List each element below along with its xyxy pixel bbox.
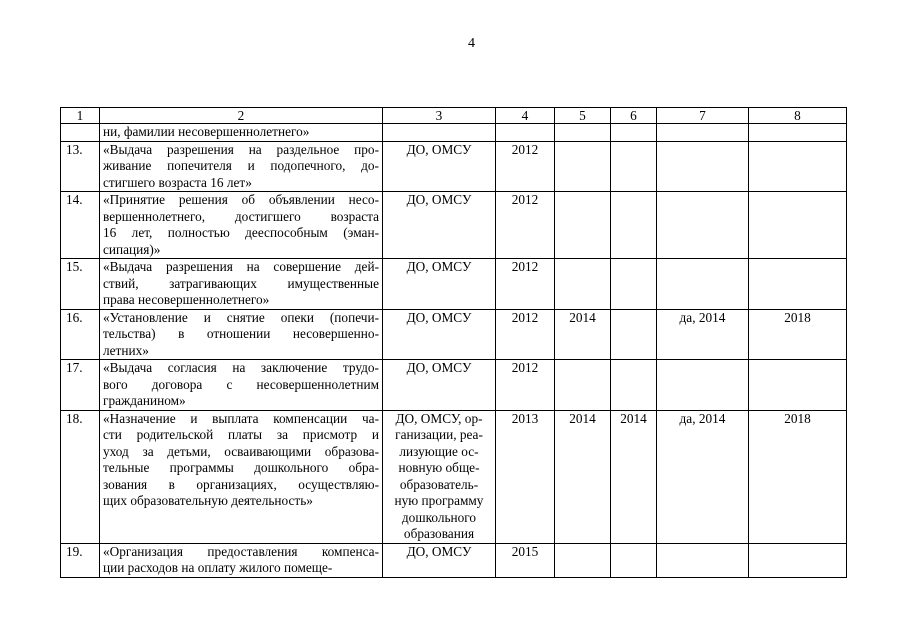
performer-line: ДО, ОМСУ <box>406 543 472 559</box>
service-name-line: сипация)» <box>103 241 161 257</box>
table-row <box>61 410 847 543</box>
service-name-line: гражданином» <box>103 393 186 408</box>
year-col8-cell: 2018 <box>749 410 847 543</box>
performer-line: ную программу <box>394 493 484 508</box>
year-col5-cell <box>555 141 611 192</box>
header-row <box>61 108 847 124</box>
status-col7-cell <box>657 259 749 310</box>
year-col5-cell <box>555 259 611 310</box>
status-col7-cell <box>657 124 749 142</box>
year-col4-cell: 2013 <box>496 410 555 543</box>
service-name-line: сти родительской платы за присмотр и <box>103 427 379 442</box>
status-col7-cell: да, 2014 <box>657 309 749 360</box>
service-name-cell <box>100 124 383 142</box>
status-col7-cell <box>657 192 749 259</box>
service-name-line: стигшего возраста 16 лет» <box>103 174 252 190</box>
row-number-cell: 15. <box>61 259 100 310</box>
year-col5-cell: 2014 <box>555 309 611 360</box>
header-cell: 4 <box>496 108 555 124</box>
table-row <box>61 259 847 310</box>
row-number-cell: 19. <box>61 543 100 577</box>
year-col6-cell <box>611 259 657 310</box>
year-col8-cell: 2018 <box>749 309 847 360</box>
service-name-line: тельства) в отношении несовершенно- <box>103 326 379 341</box>
performer-cell <box>383 259 496 310</box>
service-name-line: летних» <box>103 342 149 358</box>
performer-cell <box>383 543 496 577</box>
header-cell: 6 <box>611 108 657 124</box>
service-name-line: живание попечителя и подопечного, до- <box>103 158 379 173</box>
header-cell: 2 <box>100 108 383 124</box>
row-number-cell: 17. <box>61 360 100 411</box>
year-col6-cell <box>611 360 657 411</box>
year-col4-cell <box>496 124 555 142</box>
header-cell: 3 <box>383 108 496 124</box>
year-col8-cell <box>749 192 847 259</box>
service-name-cell <box>100 543 383 577</box>
year-col8-cell <box>749 543 847 577</box>
performer-line: новную обще- <box>398 460 480 475</box>
year-col4-cell: 2012 <box>496 259 555 310</box>
performer-line: ДО, ОМСУ <box>406 309 472 325</box>
status-col7-cell <box>657 141 749 192</box>
performer-line: образователь- <box>399 476 479 492</box>
service-name-cell <box>100 410 383 543</box>
service-name-line: «Организация предоставления компенса- <box>103 543 379 559</box>
year-col8-cell <box>749 124 847 142</box>
performer-line: лизующие ос- <box>399 443 479 459</box>
header-cell: 1 <box>61 108 100 124</box>
performer-line: ДО, ОМСУ <box>406 192 472 207</box>
service-name-line: права несовершеннолетнего» <box>103 292 270 307</box>
service-name-line: «Принятие решения об объявлении несо- <box>103 192 379 207</box>
year-col4-cell: 2012 <box>496 192 555 259</box>
year-col6-cell <box>611 124 657 142</box>
year-col4-cell: 2012 <box>496 360 555 411</box>
performer-cell <box>383 360 496 411</box>
service-name-line: «Выдача разрешения на раздельное про- <box>103 141 379 157</box>
table-row <box>61 141 847 192</box>
performer-line: дошкольного <box>401 509 477 525</box>
performer-cell <box>383 309 496 360</box>
row-number-cell: 14. <box>61 192 100 259</box>
year-col6-cell <box>611 309 657 360</box>
header-cell: 5 <box>555 108 611 124</box>
performer-line: ДО, ОМСУ <box>406 141 472 157</box>
service-name-line: ции расходов на оплату жилого помеще- <box>103 560 333 575</box>
year-col5-cell <box>555 192 611 259</box>
performer-cell <box>383 192 496 259</box>
year-col6-cell <box>611 192 657 259</box>
row-number-cell: 18. <box>61 410 100 543</box>
status-col7-cell: да, 2014 <box>657 410 749 543</box>
performer-line: образования <box>403 526 475 541</box>
year-col8-cell <box>749 259 847 310</box>
year-col8-cell <box>749 141 847 192</box>
year-col5-cell <box>555 543 611 577</box>
service-name-line: вершеннолетнего, достигшего возраста <box>103 208 379 224</box>
service-name-line: «Выдача разрешения на совершение дей- <box>103 259 379 274</box>
performer-cell <box>383 124 496 142</box>
performer-cell <box>383 141 496 192</box>
year-col6-cell <box>611 141 657 192</box>
service-name-line: ствий, затрагивающих имущественные <box>103 275 379 291</box>
service-name-line: щих образовательную деятельность» <box>103 493 313 508</box>
table-row <box>61 360 847 411</box>
service-name-line: зования в организациях, осуществляю- <box>103 476 379 492</box>
year-col8-cell <box>749 360 847 411</box>
header-cell: 7 <box>657 108 749 124</box>
service-name-cell <box>100 192 383 259</box>
service-name-cell <box>100 360 383 411</box>
year-col6-cell <box>611 543 657 577</box>
performer-line: ганизации, реа- <box>395 427 483 442</box>
service-name-line: «Выдача согласия на заключение трудо- <box>103 360 379 375</box>
table-row <box>61 543 847 577</box>
service-name-line: «Установление и снятие опеки (попечи- <box>103 309 379 325</box>
status-col7-cell <box>657 543 749 577</box>
performer-line: ДО, ОМСУ <box>406 360 472 375</box>
service-name-cell <box>100 141 383 192</box>
year-col4-cell: 2012 <box>496 141 555 192</box>
service-name-line: «Назначение и выплата компенсации ча- <box>103 410 379 426</box>
header-cell: 8 <box>749 108 847 124</box>
page-number: 4 <box>468 36 475 51</box>
performer-line: ДО, ОМСУ <box>406 259 472 274</box>
year-col6-cell: 2014 <box>611 410 657 543</box>
year-col5-cell <box>555 124 611 142</box>
year-col4-cell: 2015 <box>496 543 555 577</box>
service-name-line: тельные программы дошкольного обра- <box>103 460 379 475</box>
table-row <box>61 309 847 360</box>
performer-cell <box>383 410 496 543</box>
service-name-cell <box>100 259 383 310</box>
year-col5-cell <box>555 360 611 411</box>
services-table <box>60 107 847 578</box>
table-row <box>61 124 847 142</box>
row-number-cell: 13. <box>61 141 100 192</box>
service-name-line: ни, фамилии несовершеннолетнего» <box>103 124 310 139</box>
year-col5-cell: 2014 <box>555 410 611 543</box>
table-body <box>61 108 847 578</box>
service-name-cell <box>100 309 383 360</box>
year-col4-cell: 2012 <box>496 309 555 360</box>
service-name-line: уход за детьми, осваивающими образова- <box>103 443 379 459</box>
table-row <box>61 192 847 259</box>
status-col7-cell <box>657 360 749 411</box>
row-number-cell <box>61 124 100 142</box>
performer-line: ДО, ОМСУ, ор- <box>395 410 483 426</box>
row-number-cell: 16. <box>61 309 100 360</box>
service-name-line: вого договора с несовершеннолетним <box>103 376 379 392</box>
service-name-line: 16 лет, полностью дееспособным (эман- <box>103 225 379 240</box>
